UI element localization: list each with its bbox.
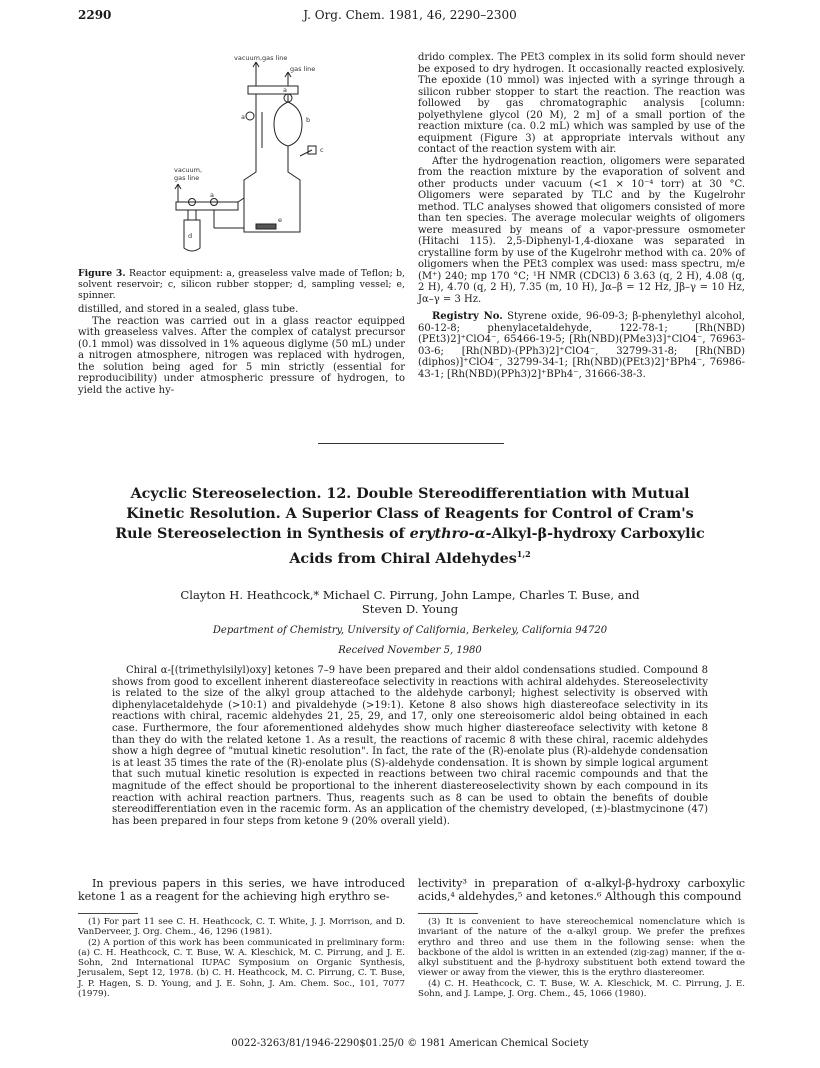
label-a1: a [241,113,245,121]
title-line-3c: Alkyl-β-hydroxy Carboxylic [491,526,705,542]
article-title [100,484,720,569]
authors-line-2: Steven D. Young [361,602,459,616]
label-vacuum-left-2: gas line [174,174,200,182]
abstract: Chiral α-[(trimethylsilyl)oxy] ketones 7–9 have been prepared and their aldol condensations studied. Compound 8 shows from good to excellent inherent diastereoface selectivity in reactions with achiral aldehydes. Stereoselectivity is related to the size of the alkyl group attached to the aldehyde carbonyl; highest selectivity is observed with diphenylacetaldehyde (>10:1) and pivaldehyde (>19:1). Ketone 8 also shows high diastereoface selectivity in its reactions with chiral, racemic aldehydes 21, 25, 29, and 17, only one stereoisomeric aldol being obtained in each case. Furthermore, the four aforementioned aldehydes show much higher diastereoface selectivity with ketone 8 than they do with the related ketone 1. As a result, the reactions of racemic 8 with these chiral, racemic aldehydes show a high degree of "mutual kinetic resolution". In fact, the rate of the (R)-enolate plus (R)-aldehyde condensation is at least 35 times the rate of the (R)-enolate plus (S)-aldehyde condensation. It is shown by simple logical argument that such mutual kinetic resolution is expected in reactions between two chiral racemic compounds and that the magnitude of the effect should be proportional to the inherent diastereoselectivity shown by each compound in its reaction with achiral reaction partners. Thus, reagents such as 8 can be used to obtain the benefits of double stereodifferentiation even in the racemic form. As an application of the chemistry developed, (±)-blastmycinone (47) has been prepared in four steps from ketone 9 (20% overall yield). [112,665,708,827]
title-line-4-text: Acids from Chiral Aldehydes [289,550,517,567]
figure-caption [78,268,405,301]
title-line-3 [100,524,720,544]
label-a3: a [210,191,214,199]
title-line-2: Kinetic Resolution. A Superior Class of Reagents for Control of Cram's [126,506,694,522]
label-b: b [306,116,311,124]
registry-label: Registry No. [432,311,503,322]
label-d: d [188,232,193,240]
title-line-3b: erythro-α- [409,526,492,542]
footnotes-left [78,917,405,999]
title-line-1: Acyclic Stereoselection. 12. Double Stereodifferentiation with Mutual [130,486,690,502]
label-c: c [320,146,324,154]
right-paragraph-2: After the hydrogenation reaction, oligomers were separated from the reaction mixture by the evaporation of solvent and other products under vacuum (<1 × 10⁻⁴ torr) at 30 °C. Oligomers were separated by TLC and by the Kugelrohr method. TLC analyses showed that oligomers consisted of more than ten species. The average molecular weights of oligomers were measured by means of a vapor-pressure osmometer (Hitachi 115). 2,5-Diphenyl-1,4-dioxane was separated in crystalline form by use of the Kugelrohr method with ca. 20% of oligomers when the PEt3 complex was used: mass spectru, m/e (M⁺) 240; mp 170 °C; ¹H NMR (CDCl3) δ 3.63 (q, 2 H), 4.08 (q, 2 H), 4.70 (q, 2 H), 7.35 (m, 10 H), Jα–β = 12 Hz, Jβ–γ = 10 Hz, Jα–γ = 3 Hz. [418,155,745,305]
right-paragraph-1: drido complex. The PEt3 complex in its solid form should never be exposed to dry hydrogen. It occasionally reacted explosively. The epoxide (10 mmol) was injected with a syringe through a silicon rubber stopper to start the reaction. The reaction was followed by gas chromatographic analysis [column: polyethylene glycol (20 M), 2 m] of a small portion of the reaction mixture (ca. 0.2 mL) which was sampled by use of the equipment (Figure 3) at appropriate intervals without any contact of the reaction system with air. [418,52,745,155]
label-gas-line: gas line [290,65,316,73]
footnotes-right [418,917,745,999]
footnote-2: (2) A portion of this work has been communicated in preliminary form: (a) C. H. Heathcock, C. T. Buse, W. A. Kleschick, M. C. Pirrung, and J. E. Sohn, 2nd International IUPAC Symposium on Organic Synthesis, Jerusalem, Sept 12, 1978. (b) C. H. Heathcock, M. C. Pirrung, C. T. Buse, J. P. Hagen, S. D. Young, and J. E. Sohn, J. Am. Chem. Soc., 101, 7077 (1979). [78,937,405,1000]
footnote-rule-left [78,913,138,914]
title-footnote-ref: 1,2 [516,549,531,559]
reactor-figure [148,52,408,264]
reactor-diagram [148,52,408,264]
registry-text: Styrene oxide, 96-09-3; β-phenylethyl alcohol, 60-12-8; phenylacetaldehyde, 122-78-1; [Rh(NBD)(PEt3)2]⁺ClO4⁻, 65466-19-5; [Rh(NBD)(PMe3)3]⁺ClO4⁻, 76963-03-6; [Rh(NBD)-(PPh3)2]⁺ClO4⁻, 32799-31-8; [Rh(NBD)(diphos)]⁺ClO4⁻, 32799-34-1; [Rh(NBD)(PEt3)2]⁺BPh4⁻, 76986-43-1; [Rh(NBD)(PPh3)2]⁺BPh4⁻, 31666-38-3. [418,311,745,380]
page-footer: 0022-3263/81/1946-2290$01.25/0 © 1981 American Chemical Society [231,1038,589,1049]
article-separator [318,443,504,444]
footnote-4: (4) C. H. Heathcock, C. T. Buse, W. A. Kleschick, M. C. Pirrung, J. E. Sohn, and J. Lampe, J. Org. Chem., 45, 1066 (1980). [418,978,745,1000]
title-line-4 [100,544,720,569]
authors-line-1: Clayton H. Heathcock,* Michael C. Pirrung, John Lampe, Charles T. Buse, and [180,588,640,602]
page-number: 2290 [78,8,112,22]
label-vacuum-gas-line-top: vacuum,gas line [234,54,288,62]
figure-caption-text: Reactor equipment: a, greaseless valve made of Teflon; b, solvent reservoir; c, silicon rubber stopper; d, sampling vessel; e, spinner. [78,268,405,301]
received-date: Received November 5, 1980 [338,645,482,656]
right-column-text [418,52,745,380]
article-authors [100,588,720,616]
figure-caption-label: Figure 3. [78,268,126,279]
footnote-1: (1) For part 11 see C. H. Heathcock, C. T. White, J. J. Morrison, and D. VanDerveer, J. Org. Chem., 46, 1296 (1981). [78,917,405,938]
running-header: J. Org. Chem. 1981, 46, 2290–2300 [303,8,517,22]
affiliation: Department of Chemistry, University of California, Berkeley, California 94720 [212,625,608,636]
label-vacuum-left-1: vacuum, [174,166,203,174]
left-paragraph-1: distilled, and stored in a sealed, glass tube. [78,304,299,315]
footnote-3: (3) It is convenient to have stereochemical nomenclature which is invariant of the nature of the α-alkyl group. We prefer the prefixes erythro and threo and use them in the following sense: when the backbone of the aldol is written in an extended (zig-zag) manner, if the α-alkyl substituent and the β-hydroxy substituent both extend toward the viewer or away from the viewer, this is the erythro diastereomer. [418,917,745,979]
footnote-rule-right [418,913,478,914]
body-text-right: lectivity³ in preparation of α-alkyl-β-hydroxy carboxylic acids,⁴ aldehydes,⁵ and ketones.⁶ Although this compound [418,877,745,903]
registry-numbers [418,311,745,380]
body-text-left: In previous papers in this series, we have introduced ketone 1 as a reagent for the achieving high erythro se- [78,877,405,903]
label-a2: a [283,86,287,94]
label-e: e [278,216,282,224]
left-column-text [78,304,405,396]
title-line-3a: Rule Stereoselection in Synthesis of [115,526,410,542]
left-paragraph-2: The reaction was carried out in a glass reactor equipped with greaseless valves. After the complex of catalyst precursor (0.1 mmol) was dissolved in 1% aqueous diglyme (50 mL) under a nitrogen atmosphere, nitrogen was replaced with hydrogen, the solution being aged for 5 min strictly (essential for reproducibility) under atmospheric pressure of hydrogen, to yield the active hy- [78,315,405,396]
